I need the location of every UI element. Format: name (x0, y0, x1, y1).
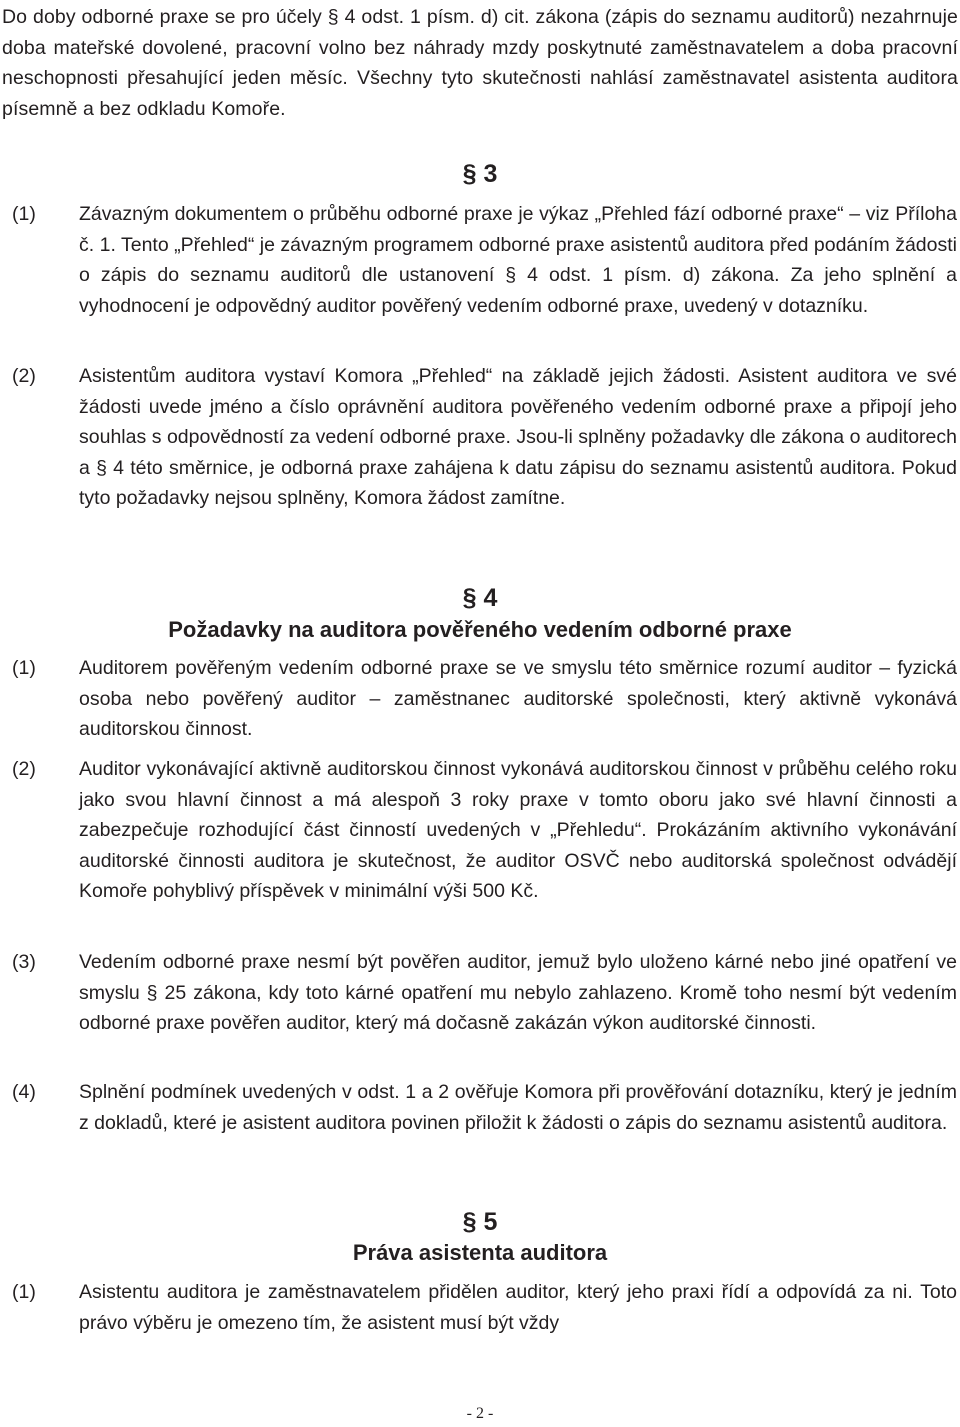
section-4-paragraph-3 (0, 947, 958, 1039)
intro-paragraph: Do doby odborné praxe se pro účely § 4 odst. 1 písm. d) cit. zákona (zápis do seznamu auditorů) nezahrnuje doba mateřské dovolené, pracovní volno bez náhrady mzdy poskytnuté zaměstnavatelem a doba pracovní neschopnosti přesahující jeden měsíc. Všechny tyto skutečnosti nahlásí zaměstnavatel asistenta auditora písemně a bez odkladu Komoře. (2, 6, 958, 120)
section-5-paragraph-1 (0, 1277, 958, 1338)
paragraph-number: (2) (12, 365, 36, 387)
section-4-paragraph-2 (0, 754, 958, 907)
paragraph-number: (1) (12, 203, 36, 225)
paragraph-text: Asistentům auditora vystaví Komora „Přehled“ na základě jejich žádosti. Asistent auditora ve své žádosti uvede jméno a číslo oprávnění auditora pověřeného vedením odborné praxe a připojí jeho souhlas s odpovědností za vedení odborné praxe. Jsou-li splněny požadavky dle zákona o auditorech a § 4 této směrnice, je odborná praxe zahájena k datu zápisu do seznamu asistentů auditora. Pokud tyto požadavky nejsou splněny, Komora žádost zamítne. (79, 365, 957, 509)
section-4-paragraph-1 (0, 653, 958, 745)
paragraph-text: Splnění podmínek uvedených v odst. 1 a 2 ověřuje Komora při prověřování dotazníku, který je jedním z dokladů, které je asistent auditora povinen přiložit k žádosti o zápis do seznamu asistentů auditora. (79, 1081, 957, 1134)
paragraph-text: Auditor vykonávající aktivně auditorskou činnost vykonává auditorskou činnost v průběhu celého roku jako svou hlavní činnost a má alespoň 3 roky praxe v tomto oboru jako své hlavní činnosti a zabezpečuje rozhodující část činností uvedených v „Přehledu“. Prokázáním aktivního vykonávání auditorské činnosti auditora je skutečnost, že auditor OSVČ nebo auditorská společnost odvádějí Komoře pohyblivý příspěvek v minimální výši 500 Kč. (79, 758, 957, 902)
page-number: - 2 - (466, 1405, 494, 1422)
paragraph-text: Asistentu auditora je zaměstnavatelem přidělen auditor, který jeho praxi řídí a odpovídá za ni. Toto právo výběru je omezeno tím, že asistent musí být vždy (79, 1281, 957, 1334)
paragraph-number: (3) (12, 951, 36, 973)
section-3-heading: § 3 (462, 160, 498, 188)
paragraph-number: (4) (12, 1081, 36, 1103)
section-4-heading: § 4 (462, 584, 498, 612)
section-3-paragraph-2 (0, 361, 958, 514)
paragraph-text: Vedením odborné praxe nesmí být pověřen auditor, jemuž bylo uloženo kárné nebo jiné opatření ve smyslu § 25 zákona, kdy toto kárné opatření mu nebylo zahlazeno. Kromě toho nesmí být vedením odborné praxe pověřen auditor, který má dočasně zakázán výkon auditorské činnosti. (79, 951, 957, 1034)
paragraph-number: (1) (12, 657, 36, 679)
paragraph-number: (1) (12, 1281, 36, 1303)
paragraph-text: Závazným dokumentem o průběhu odborné praxe je výkaz „Přehled fází odborné praxe“ – viz Příloha č. 1. Tento „Přehled“ je závazným programem odborné praxe asistentů auditora před podáním žádosti o zápis do seznamu auditorů dle ustanovení § 4 odst. 1 písm. d) zákona. Za jeho splnění a vyhodnocení je odpovědný auditor pověřený vedením odborné praxe, uvedený v dotazníku. (79, 203, 957, 317)
section-3-paragraph-1 (0, 199, 958, 321)
section-4-title: Požadavky na auditora pověřeného vedením odborné praxe (168, 617, 792, 642)
paragraph-text: Auditorem pověřeným vedením odborné praxe se ve smyslu této směrnice rozumí auditor – fyzická osoba nebo pověřený auditor – zaměstnanec auditorské společnosti, který aktivně vykonává auditorskou činnost. (79, 657, 957, 740)
section-5-heading: § 5 (462, 1208, 498, 1236)
paragraph-number: (2) (12, 758, 36, 780)
section-5-title: Práva asistenta auditora (352, 1240, 608, 1265)
section-4-paragraph-4 (0, 1077, 958, 1138)
